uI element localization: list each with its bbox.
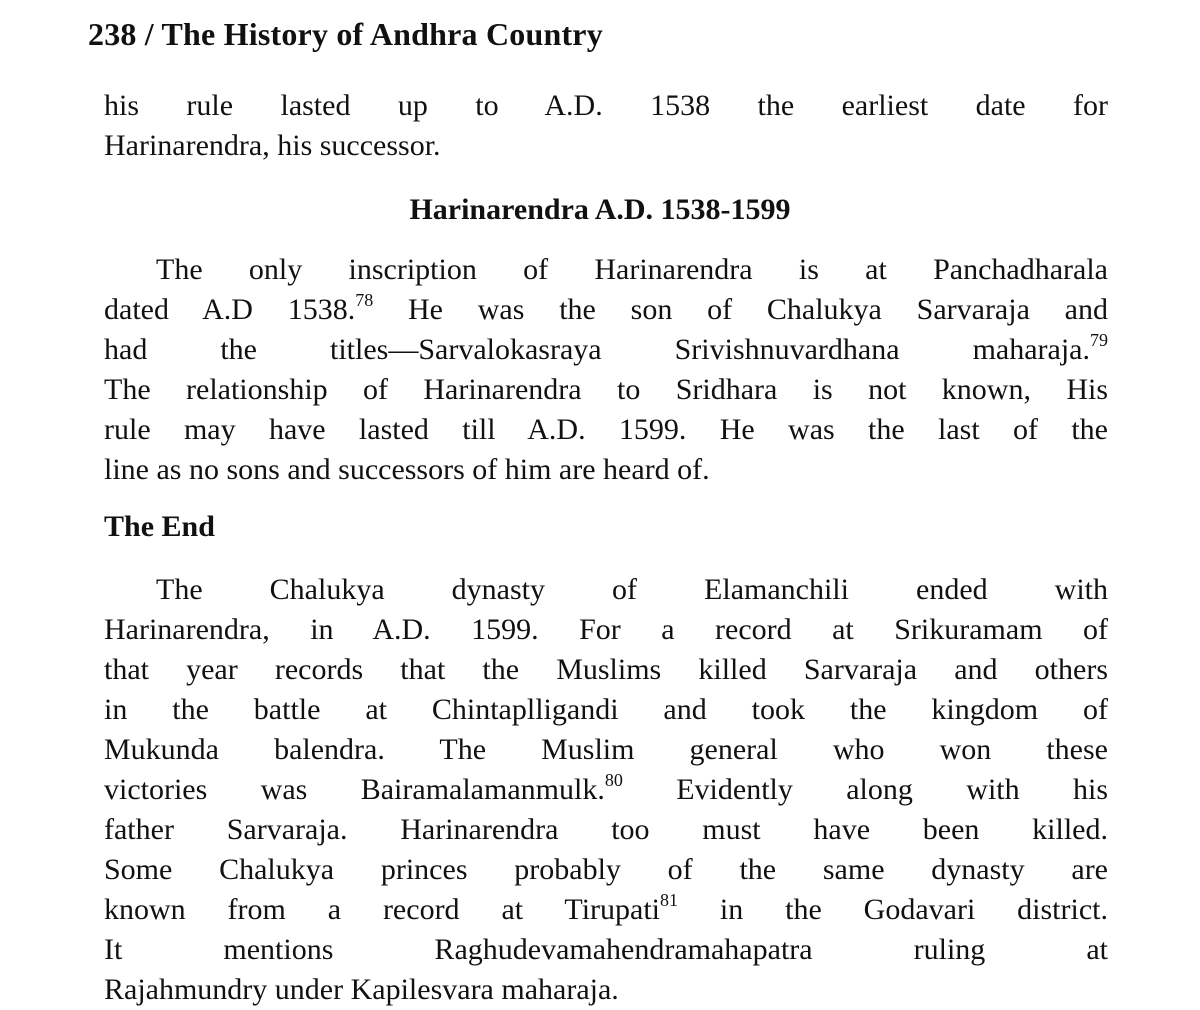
body-line: Mukunda balendra. The Muslim general who won these <box>104 733 1108 766</box>
text-run: had the titles—Sarvalokasraya Srivishnuvardhana maharaja. <box>104 333 1090 366</box>
text-run: in the Godavari district. <box>678 893 1108 926</box>
running-head: 238 / The History of Andhra Country <box>88 16 603 52</box>
body-line: father Sarvaraja. Harinarendra too must have been killed. <box>104 813 1108 846</box>
footnote-ref-81[interactable]: 81 <box>660 890 679 910</box>
text-run: dated A.D 1538. <box>104 293 356 326</box>
body-line: The relationship of Harinarendra to Sridhara is not known, His <box>104 373 1108 406</box>
body-line <box>104 290 1108 330</box>
body-line: The only inscription of Harinarendra is at Panchadharala <box>156 253 1108 286</box>
footnote-ref-80[interactable]: 80 <box>604 770 623 790</box>
body-line: that year records that the Muslims killed Sarvaraja and others <box>104 653 1108 686</box>
body-line: Rajahmundry under Kapilesvara maharaja. <box>104 973 619 1006</box>
body-line <box>104 770 1108 810</box>
body-line: It mentions Raghudevamahendramahapatra ruling at <box>104 933 1108 966</box>
body-line: The Chalukya dynasty of Elamanchili ended with <box>156 573 1108 606</box>
body-line: Harinarendra, his successor. <box>104 129 441 162</box>
body-line: in the battle at Chintaplligandi and took the kingdom of <box>104 693 1108 726</box>
body-line <box>104 890 1108 930</box>
body-line <box>104 330 1108 370</box>
text-run: He was the son of Chalukya Sarvaraja and <box>373 293 1108 326</box>
text-run: victories was Bairamalamanmulk. <box>104 773 605 806</box>
footnote-ref-78[interactable]: 78 <box>355 290 374 310</box>
footnote-ref-79[interactable]: 79 <box>1090 330 1108 350</box>
body-line: Some Chalukya princes probably of the same dynasty are <box>104 853 1108 886</box>
body-line: rule may have lasted till A.D. 1599. He was the last of the <box>104 413 1108 446</box>
text-run: Evidently along with his <box>622 773 1109 806</box>
body-line: Harinarendra, in A.D. 1599. For a record at Srikuramam of <box>104 613 1108 646</box>
text-run: known from a record at Tirupati <box>104 893 661 926</box>
section-heading-harinarendra: Harinarendra A.D. 1538-1599 <box>409 193 791 226</box>
body-line: line as no sons and successors of him are heard of. <box>104 453 710 486</box>
body-line: his rule lasted up to A.D. 1538 the earliest date for <box>104 89 1108 122</box>
section-heading-the-end: The End <box>104 510 215 543</box>
